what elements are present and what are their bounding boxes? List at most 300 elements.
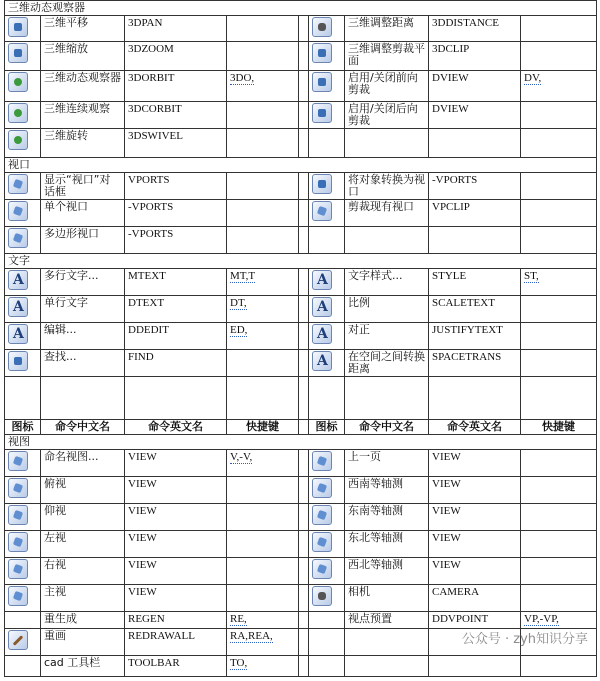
icon-cell <box>309 129 345 158</box>
command-cn-name <box>345 269 429 296</box>
command-en-name-text: DVIEW <box>432 103 469 115</box>
command-en-name-text: VIEW <box>128 532 157 544</box>
table-row <box>5 16 597 42</box>
command-en-name-text: STYLE <box>432 270 467 282</box>
command-en-name <box>429 350 521 377</box>
icon-cell <box>5 102 41 129</box>
command-en-name <box>429 129 521 158</box>
command-cn-name <box>41 42 125 71</box>
command-cn-name-text: 视点预置 <box>348 612 392 625</box>
icon-cell <box>5 350 41 377</box>
command-cn-name <box>41 269 125 296</box>
viewports-icon <box>8 174 28 194</box>
table-row <box>5 129 597 158</box>
polygon-viewport-icon <box>8 228 28 248</box>
icon-cell <box>309 71 345 102</box>
command-en-name <box>125 42 227 71</box>
front-clip-icon <box>312 72 332 92</box>
shortcut <box>227 323 299 350</box>
icon-cell <box>5 629 41 656</box>
shortcut <box>521 323 597 350</box>
command-en-name-text: SPACETRANS <box>432 351 502 363</box>
command-cn-name-text: 文字样式... <box>348 269 403 282</box>
command-cn-name-text: 多边形视口 <box>44 227 99 240</box>
shortcut <box>521 504 597 531</box>
command-cn-name-text: 三维调整距离 <box>348 16 414 29</box>
command-cn-name-text: 西北等轴测 <box>348 558 403 571</box>
column-gap <box>299 629 309 656</box>
command-cn-name <box>345 656 429 677</box>
dtext-icon <box>8 297 28 317</box>
shortcut <box>227 227 299 254</box>
column-gap <box>299 71 309 102</box>
command-cn-name <box>345 42 429 71</box>
icon-cell <box>309 477 345 504</box>
command-en-name-text: VIEW <box>128 505 157 517</box>
command-cn-name <box>345 323 429 350</box>
command-en-name-text: 3DPAN <box>128 17 163 29</box>
table-row <box>5 531 597 558</box>
command-en-name-text: VIEW <box>128 586 157 598</box>
command-en-name <box>429 296 521 323</box>
column-header-en: 命令英文名 <box>429 420 521 435</box>
column-gap <box>299 269 309 296</box>
shortcut <box>521 173 597 200</box>
command-en-name-text: VIEW <box>128 451 157 463</box>
command-en-name-text: -VPORTS <box>128 201 174 213</box>
table-row <box>5 477 597 504</box>
command-cn-name-text: 上一页 <box>348 450 381 463</box>
command-en-name <box>429 531 521 558</box>
command-cn-name-text: 显示“视口”对话框 <box>44 173 111 198</box>
space-trans-icon <box>312 351 332 371</box>
left-view-icon <box>8 532 28 552</box>
command-cn-name <box>41 102 125 129</box>
watermark: 公众号 · zyh知识分享 <box>461 632 588 647</box>
icon-cell <box>5 585 41 612</box>
command-en-name-text: 3DCLIP <box>432 43 470 55</box>
command-cn-name <box>41 558 125 585</box>
command-cn-name-text: 在空间之间转换距离 <box>348 350 425 375</box>
command-cn-name <box>41 129 125 158</box>
swivel-icon <box>8 130 28 150</box>
zoom-icon <box>8 43 28 63</box>
command-reference-table <box>4 0 597 677</box>
command-cn-name-text: 启用/关闭前向剪裁 <box>348 71 418 96</box>
command-cn-name <box>41 323 125 350</box>
command-en-name <box>125 585 227 612</box>
table-row <box>5 450 597 477</box>
command-cn-name-text: 启用/关闭后向剪裁 <box>348 102 418 127</box>
command-cn-name <box>345 531 429 558</box>
find-icon <box>8 351 28 371</box>
icon-cell <box>5 450 41 477</box>
command-cn-name <box>345 200 429 227</box>
icon-cell <box>309 269 345 296</box>
command-en-name <box>429 585 521 612</box>
command-en-name-text: CAMERA <box>432 586 480 598</box>
blank-cell <box>227 377 299 420</box>
command-en-name-text: MTEXT <box>128 270 166 282</box>
command-en-name-text: FIND <box>128 351 154 363</box>
shortcut <box>521 531 597 558</box>
orbit-icon <box>8 72 28 92</box>
icon-cell <box>5 323 41 350</box>
command-en-name-text: 3DORBIT <box>128 72 175 84</box>
command-en-name <box>125 350 227 377</box>
shortcut-text: MT,T <box>230 270 256 282</box>
icon-cell <box>5 296 41 323</box>
command-cn-name <box>41 450 125 477</box>
icon-cell <box>309 612 345 629</box>
command-en-name <box>429 269 521 296</box>
shortcut <box>227 296 299 323</box>
command-cn-name <box>41 173 125 200</box>
camera-icon <box>312 586 332 606</box>
command-en-name-text: SCALETEXT <box>432 297 495 309</box>
command-en-name <box>125 450 227 477</box>
command-en-name-text: -VPORTS <box>128 228 174 240</box>
command-cn-name <box>345 558 429 585</box>
command-cn-name-text: 左视 <box>44 531 66 544</box>
blank-row <box>5 377 597 420</box>
command-en-name <box>125 656 227 677</box>
command-en-name-text: VIEW <box>432 559 461 571</box>
command-cn-name-text: 主视 <box>44 585 66 598</box>
continuous-orbit-icon <box>8 103 28 123</box>
command-cn-name <box>41 296 125 323</box>
table-row <box>5 504 597 531</box>
command-cn-name-text: 单行文字 <box>44 296 88 309</box>
icon-cell <box>309 585 345 612</box>
column-gap <box>299 323 309 350</box>
command-en-name-text: 3DDISTANCE <box>432 17 499 29</box>
shortcut-text: TO, <box>230 657 248 669</box>
command-cn-name <box>345 173 429 200</box>
shortcut <box>227 129 299 158</box>
shortcut <box>521 16 597 42</box>
table-row <box>5 350 597 377</box>
command-cn-name <box>41 585 125 612</box>
command-en-name-text: REGEN <box>128 613 165 625</box>
command-en-name <box>429 612 521 629</box>
shortcut <box>227 531 299 558</box>
column-gap <box>299 42 309 71</box>
column-gap <box>299 656 309 677</box>
command-en-name <box>125 477 227 504</box>
command-cn-name <box>345 629 429 656</box>
command-en-name <box>125 531 227 558</box>
section-title-row <box>5 1 597 16</box>
shortcut <box>521 129 597 158</box>
command-en-name-text: VIEW <box>432 532 461 544</box>
sw-iso-icon <box>312 478 332 498</box>
command-en-name <box>125 612 227 629</box>
command-cn-name-text: 查找... <box>44 350 77 363</box>
shortcut <box>227 269 299 296</box>
command-cn-name-text: 命名视图... <box>44 450 99 463</box>
table-row <box>5 269 597 296</box>
text-style-icon <box>312 270 332 290</box>
command-cn-name-text: 重生成 <box>44 612 77 625</box>
command-cn-name <box>345 350 429 377</box>
previous-view-icon <box>312 451 332 471</box>
command-cn-name <box>41 612 125 629</box>
right-view-icon <box>8 559 28 579</box>
shortcut <box>227 656 299 677</box>
command-cn-name-text: 多行文字... <box>44 269 99 282</box>
command-en-name-text: VIEW <box>432 478 461 490</box>
shortcut-text: VP,-VP, <box>524 613 559 625</box>
shortcut <box>227 200 299 227</box>
command-cn-name-text: 编辑... <box>44 323 77 336</box>
column-gap <box>299 420 309 435</box>
icon-cell <box>309 656 345 677</box>
command-cn-name <box>41 227 125 254</box>
icon-cell <box>5 531 41 558</box>
command-cn-name <box>41 531 125 558</box>
command-cn-name-text: 西南等轴测 <box>348 477 403 490</box>
shortcut <box>521 350 597 377</box>
column-header-icon: 图标 <box>5 420 41 435</box>
table-row <box>5 42 597 71</box>
command-cn-name-text: 三维动态观察器 <box>44 71 121 84</box>
icon-cell <box>5 269 41 296</box>
shortcut <box>227 350 299 377</box>
command-en-name <box>125 102 227 129</box>
column-gap <box>299 350 309 377</box>
icon-cell <box>309 227 345 254</box>
command-en-name <box>125 71 227 102</box>
column-gap <box>299 504 309 531</box>
icon-cell <box>309 42 345 71</box>
column-header-icon: 图标 <box>309 420 345 435</box>
command-cn-name <box>41 629 125 656</box>
table-row <box>5 227 597 254</box>
single-viewport-icon <box>8 201 28 221</box>
icon-cell <box>309 296 345 323</box>
table-header-row <box>5 420 597 435</box>
shortcut <box>521 585 597 612</box>
command-en-name-text: DDEDIT <box>128 324 169 336</box>
command-cn-name <box>345 129 429 158</box>
icon-cell <box>309 200 345 227</box>
command-en-name <box>125 629 227 656</box>
table-row <box>5 200 597 227</box>
table-row <box>5 173 597 200</box>
command-cn-name <box>345 227 429 254</box>
table-row <box>5 585 597 612</box>
shortcut <box>521 71 597 102</box>
shortcut <box>227 71 299 102</box>
command-en-name-text: VIEW <box>432 451 461 463</box>
section-title: 视口 <box>5 158 597 173</box>
shortcut <box>521 656 597 677</box>
command-en-name-text: JUSTIFYTEXT <box>432 324 503 336</box>
icon-cell <box>309 558 345 585</box>
shortcut-text: ST, <box>524 270 539 282</box>
command-cn-name-text: 三维缩放 <box>44 42 88 55</box>
column-gap <box>299 612 309 629</box>
shortcut <box>227 102 299 129</box>
command-en-name <box>429 102 521 129</box>
command-en-name <box>429 477 521 504</box>
section-title-row <box>5 254 597 269</box>
column-header-sc: 快捷键 <box>521 420 597 435</box>
shortcut <box>227 612 299 629</box>
icon-cell <box>5 227 41 254</box>
command-cn-name-text: 三维平移 <box>44 16 88 29</box>
command-cn-name-text: 对正 <box>348 323 370 336</box>
shortcut <box>227 42 299 71</box>
bottom-view-icon <box>8 505 28 525</box>
icon-cell <box>5 612 41 629</box>
command-en-name <box>125 200 227 227</box>
command-cn-name <box>345 296 429 323</box>
table-row <box>5 612 597 629</box>
column-gap <box>299 129 309 158</box>
command-en-name <box>125 173 227 200</box>
icon-cell <box>5 42 41 71</box>
command-en-name-text: REDRAWALL <box>128 630 195 642</box>
command-cn-name <box>41 350 125 377</box>
ne-iso-icon <box>312 532 332 552</box>
column-header-cn: 命令中文名 <box>345 420 429 435</box>
command-cn-name-text: 东北等轴测 <box>348 531 403 544</box>
blank-cell <box>41 377 125 420</box>
command-en-name-text: VIEW <box>128 559 157 571</box>
command-en-name-text: 3DCORBIT <box>128 103 182 115</box>
command-en-name <box>125 558 227 585</box>
command-cn-name-text: 剪裁现有视口 <box>348 200 414 213</box>
command-cn-name-text: 俯视 <box>44 477 66 490</box>
icon-cell <box>5 173 41 200</box>
shortcut <box>521 450 597 477</box>
command-en-name <box>125 129 227 158</box>
icon-cell <box>309 350 345 377</box>
shortcut-text: DT, <box>230 297 247 309</box>
pan-icon <box>8 17 28 37</box>
shortcut <box>521 200 597 227</box>
command-en-name <box>429 227 521 254</box>
column-gap <box>299 227 309 254</box>
shortcut-text: RE, <box>230 613 247 625</box>
redraw-icon <box>8 630 28 650</box>
blank-cell <box>309 377 345 420</box>
icon-cell <box>309 504 345 531</box>
clip-viewport-icon <box>312 201 332 221</box>
icon-cell <box>5 504 41 531</box>
command-cn-name <box>345 477 429 504</box>
command-cn-name-text: 将对象转换为视口 <box>348 173 425 198</box>
column-gap <box>299 558 309 585</box>
column-gap <box>299 296 309 323</box>
icon-cell <box>5 129 41 158</box>
column-gap <box>299 16 309 42</box>
command-cn-name-text: 仰视 <box>44 504 66 517</box>
section-title: 文字 <box>5 254 597 269</box>
shortcut <box>227 558 299 585</box>
command-en-name <box>429 323 521 350</box>
command-cn-name-text: 相机 <box>348 585 370 598</box>
command-en-name <box>125 269 227 296</box>
column-gap <box>299 173 309 200</box>
command-cn-name-text: 单个视口 <box>44 200 88 213</box>
column-header-sc: 快捷键 <box>227 420 299 435</box>
command-en-name <box>125 296 227 323</box>
shortcut <box>521 269 597 296</box>
icon-cell <box>309 16 345 42</box>
blank-cell <box>345 377 429 420</box>
command-en-name-text: TOOLBAR <box>128 657 180 669</box>
shortcut <box>227 629 299 656</box>
command-cn-name-text: 重画 <box>44 629 66 642</box>
shortcut <box>521 477 597 504</box>
column-gap <box>299 585 309 612</box>
command-en-name <box>125 16 227 42</box>
named-view-icon <box>8 451 28 471</box>
command-cn-name <box>345 450 429 477</box>
shortcut-text: 3DO, <box>230 72 255 84</box>
shortcut <box>521 558 597 585</box>
shortcut <box>227 585 299 612</box>
command-en-name-text: VIEW <box>432 505 461 517</box>
command-cn-name <box>41 71 125 102</box>
blank-cell <box>125 377 227 420</box>
command-en-name <box>429 558 521 585</box>
command-en-name <box>429 504 521 531</box>
command-en-name <box>125 227 227 254</box>
shortcut <box>521 42 597 71</box>
command-en-name <box>429 42 521 71</box>
mtext-icon <box>8 270 28 290</box>
column-gap <box>299 450 309 477</box>
column-gap <box>299 200 309 227</box>
command-en-name-text: DTEXT <box>128 297 165 309</box>
shortcut <box>227 16 299 42</box>
command-en-name <box>429 16 521 42</box>
icon-cell <box>5 200 41 227</box>
blank-cell <box>5 377 41 420</box>
command-cn-name <box>41 477 125 504</box>
icon-cell <box>309 629 345 656</box>
command-cn-name <box>41 16 125 42</box>
shortcut <box>521 102 597 129</box>
icon-cell <box>309 450 345 477</box>
icon-cell <box>309 323 345 350</box>
command-en-name <box>429 656 521 677</box>
command-en-name <box>429 173 521 200</box>
command-cn-name-text: 三维连续观察 <box>44 102 110 115</box>
table-row <box>5 323 597 350</box>
command-cn-name <box>345 585 429 612</box>
icon-cell <box>309 102 345 129</box>
command-en-name-text: VPORTS <box>128 174 170 186</box>
command-cn-name <box>345 612 429 629</box>
command-cn-name-text: 三维调整剪裁平面 <box>348 42 425 67</box>
shortcut <box>521 227 597 254</box>
command-en-name-text: 3DZOOM <box>128 43 174 55</box>
command-en-name-text: VIEW <box>128 478 157 490</box>
nw-iso-icon <box>312 559 332 579</box>
command-cn-name <box>41 200 125 227</box>
section-title-row <box>5 435 597 450</box>
shortcut-text: RA,REA, <box>230 630 273 642</box>
icon-cell <box>309 173 345 200</box>
shortcut-text: DV, <box>524 72 542 84</box>
command-en-name-text: DVIEW <box>432 72 469 84</box>
edit-text-icon <box>8 324 28 344</box>
